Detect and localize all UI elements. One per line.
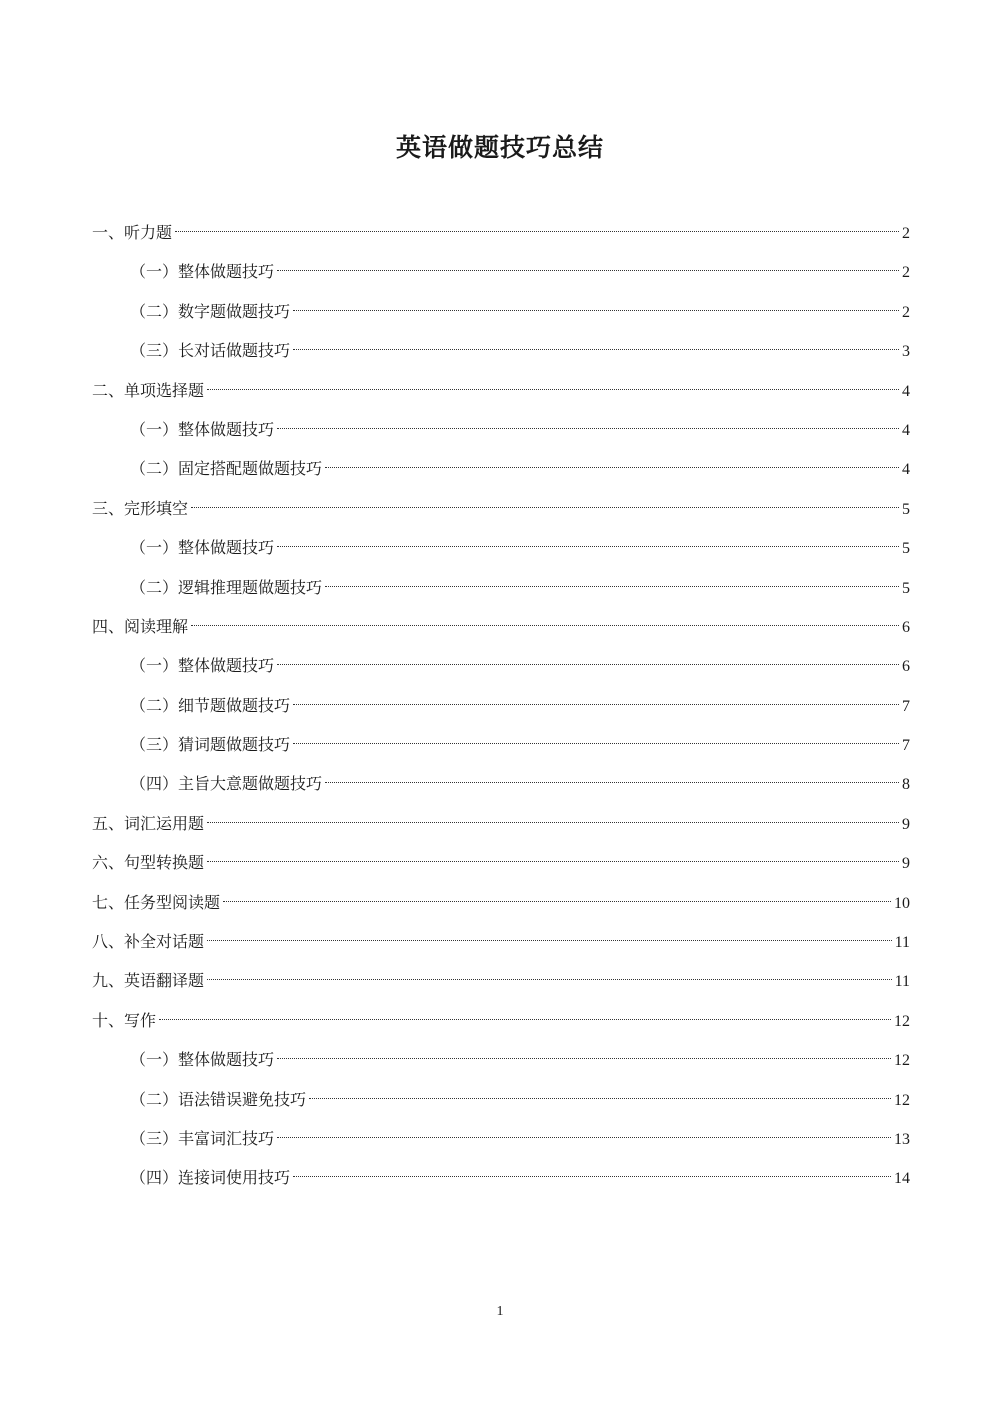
toc-entry-label: 五、词汇运用题	[92, 813, 205, 833]
toc-dot-leader	[207, 940, 892, 941]
toc-entry-label: （二）数字题做题技巧	[130, 301, 291, 321]
toc-dot-leader	[293, 704, 899, 705]
toc-entry[interactable]	[92, 961, 910, 1000]
toc-entry-label: 一、听力题	[92, 223, 173, 242]
toc-subentry[interactable]	[92, 292, 910, 331]
toc-dot-leader	[277, 1137, 891, 1138]
toc-entry-label: （一）整体做题技巧	[130, 419, 275, 439]
toc-dot-leader	[159, 1019, 891, 1020]
toc-dot-leader	[191, 625, 899, 626]
toc-entry-label: 六、句型转换题	[92, 853, 205, 873]
toc-entry-label: 十、写作	[92, 1010, 157, 1030]
toc-subentry[interactable]	[92, 764, 910, 803]
toc-entry-label: （二）固定搭配题做题技巧	[130, 459, 323, 479]
toc-entry-page: 4	[902, 382, 910, 400]
toc-entry-page: 11	[894, 934, 910, 952]
toc-entry[interactable]	[92, 804, 910, 843]
toc-entry[interactable]	[92, 213, 910, 252]
toc-subentry[interactable]	[92, 252, 910, 291]
toc-entry-page: 2	[902, 303, 910, 321]
toc-dot-leader	[325, 586, 899, 587]
toc-entry-label: 四、阅读理解	[92, 616, 189, 636]
toc-dot-leader	[207, 979, 892, 980]
toc-entry[interactable]	[92, 607, 910, 646]
toc-entry-label: （四）连接词使用技巧	[130, 1168, 291, 1188]
toc-entry-label: （二）逻辑推理题做题技巧	[130, 577, 323, 597]
toc-entry-label: （一）整体做题技巧	[130, 1050, 275, 1070]
toc-dot-leader	[223, 901, 891, 902]
toc-dot-leader	[293, 310, 899, 311]
toc-entry-page: 6	[902, 618, 910, 636]
toc-entry-page: 10	[894, 894, 910, 912]
toc-subentry[interactable]	[92, 331, 910, 370]
toc-entry-label: （三）丰富词汇技巧	[130, 1128, 275, 1148]
toc-entry-page: 5	[902, 579, 910, 597]
toc-entry-page: 13	[894, 1130, 910, 1148]
toc-dot-leader	[325, 467, 899, 468]
toc-dot-leader	[191, 507, 899, 508]
toc-entry-page: 2	[902, 264, 910, 282]
toc-entry-page: 11	[894, 973, 910, 991]
toc-entry-page: 12	[894, 1091, 910, 1109]
table-of-contents	[92, 213, 910, 1198]
toc-entry[interactable]	[92, 1001, 910, 1040]
toc-entry-label: （三）猜词题做题技巧	[130, 735, 291, 755]
toc-entry-page: 7	[902, 737, 910, 755]
toc-entry-page: 9	[902, 855, 910, 873]
toc-subentry[interactable]	[92, 686, 910, 725]
toc-subentry[interactable]	[92, 449, 910, 488]
toc-entry[interactable]	[92, 489, 910, 528]
toc-entry-label: 二、单项选择题	[92, 380, 205, 400]
toc-entry-label: 三、完形填空	[92, 498, 189, 518]
toc-entry-label: 九、英语翻译题	[92, 971, 205, 991]
toc-dot-leader	[207, 861, 899, 862]
toc-dot-leader	[293, 743, 899, 744]
toc-entry-page: 4	[902, 461, 910, 479]
toc-entry-page: 4	[902, 421, 910, 439]
toc-dot-leader	[207, 822, 899, 823]
toc-subentry[interactable]	[92, 1080, 910, 1119]
toc-entry-label: 七、任务型阅读题	[92, 892, 221, 912]
toc-dot-leader	[277, 428, 899, 429]
toc-dot-leader	[325, 782, 899, 783]
toc-entry-label: （一）整体做题技巧	[130, 262, 275, 282]
toc-entry-label: （二）细节题做题技巧	[130, 695, 291, 715]
toc-subentry[interactable]	[92, 1040, 910, 1079]
toc-entry-label: （三）长对话做题技巧	[130, 341, 291, 361]
toc-entry-page: 5	[902, 540, 910, 558]
toc-dot-leader	[293, 1176, 891, 1177]
toc-subentry[interactable]	[92, 410, 910, 449]
toc-subentry[interactable]	[92, 725, 910, 764]
toc-entry-label: （一）整体做题技巧	[130, 538, 275, 558]
toc-entry-page: 2	[902, 225, 910, 242]
toc-entry-label: （一）整体做题技巧	[130, 656, 275, 676]
toc-subentry[interactable]	[92, 1158, 910, 1197]
toc-entry-page: 6	[902, 658, 910, 676]
document-title: 英语做题技巧总结	[395, 133, 604, 162]
toc-entry-page: 14	[894, 1170, 910, 1188]
toc-entry-page: 7	[902, 697, 910, 715]
toc-entry[interactable]	[92, 883, 910, 922]
toc-entry-page: 8	[902, 776, 910, 794]
toc-entry-page: 3	[902, 343, 910, 361]
toc-subentry[interactable]	[92, 1119, 910, 1158]
toc-entry-label: （四）主旨大意题做题技巧	[130, 774, 323, 794]
toc-dot-leader	[207, 389, 899, 390]
toc-dot-leader	[293, 349, 899, 350]
toc-subentry[interactable]	[92, 528, 910, 567]
toc-entry[interactable]	[92, 371, 910, 410]
toc-entry[interactable]	[92, 922, 910, 961]
toc-dot-leader	[277, 664, 899, 665]
toc-entry-page: 12	[894, 1052, 910, 1070]
toc-entry-label: 八、补全对话题	[92, 932, 205, 952]
toc-entry-page: 9	[902, 815, 910, 833]
toc-entry-page: 12	[894, 1012, 910, 1030]
toc-entry-label: （二）语法错误避免技巧	[130, 1089, 307, 1109]
toc-dot-leader	[309, 1098, 891, 1099]
toc-subentry[interactable]	[92, 568, 910, 607]
toc-subentry[interactable]	[92, 646, 910, 685]
toc-entry-page: 5	[902, 500, 910, 518]
toc-dot-leader	[277, 546, 899, 547]
toc-entry[interactable]	[92, 843, 910, 882]
toc-dot-leader	[277, 270, 899, 271]
toc-dot-leader	[277, 1058, 891, 1059]
page-number: 1	[496, 1304, 504, 1319]
toc-dot-leader	[175, 231, 899, 232]
